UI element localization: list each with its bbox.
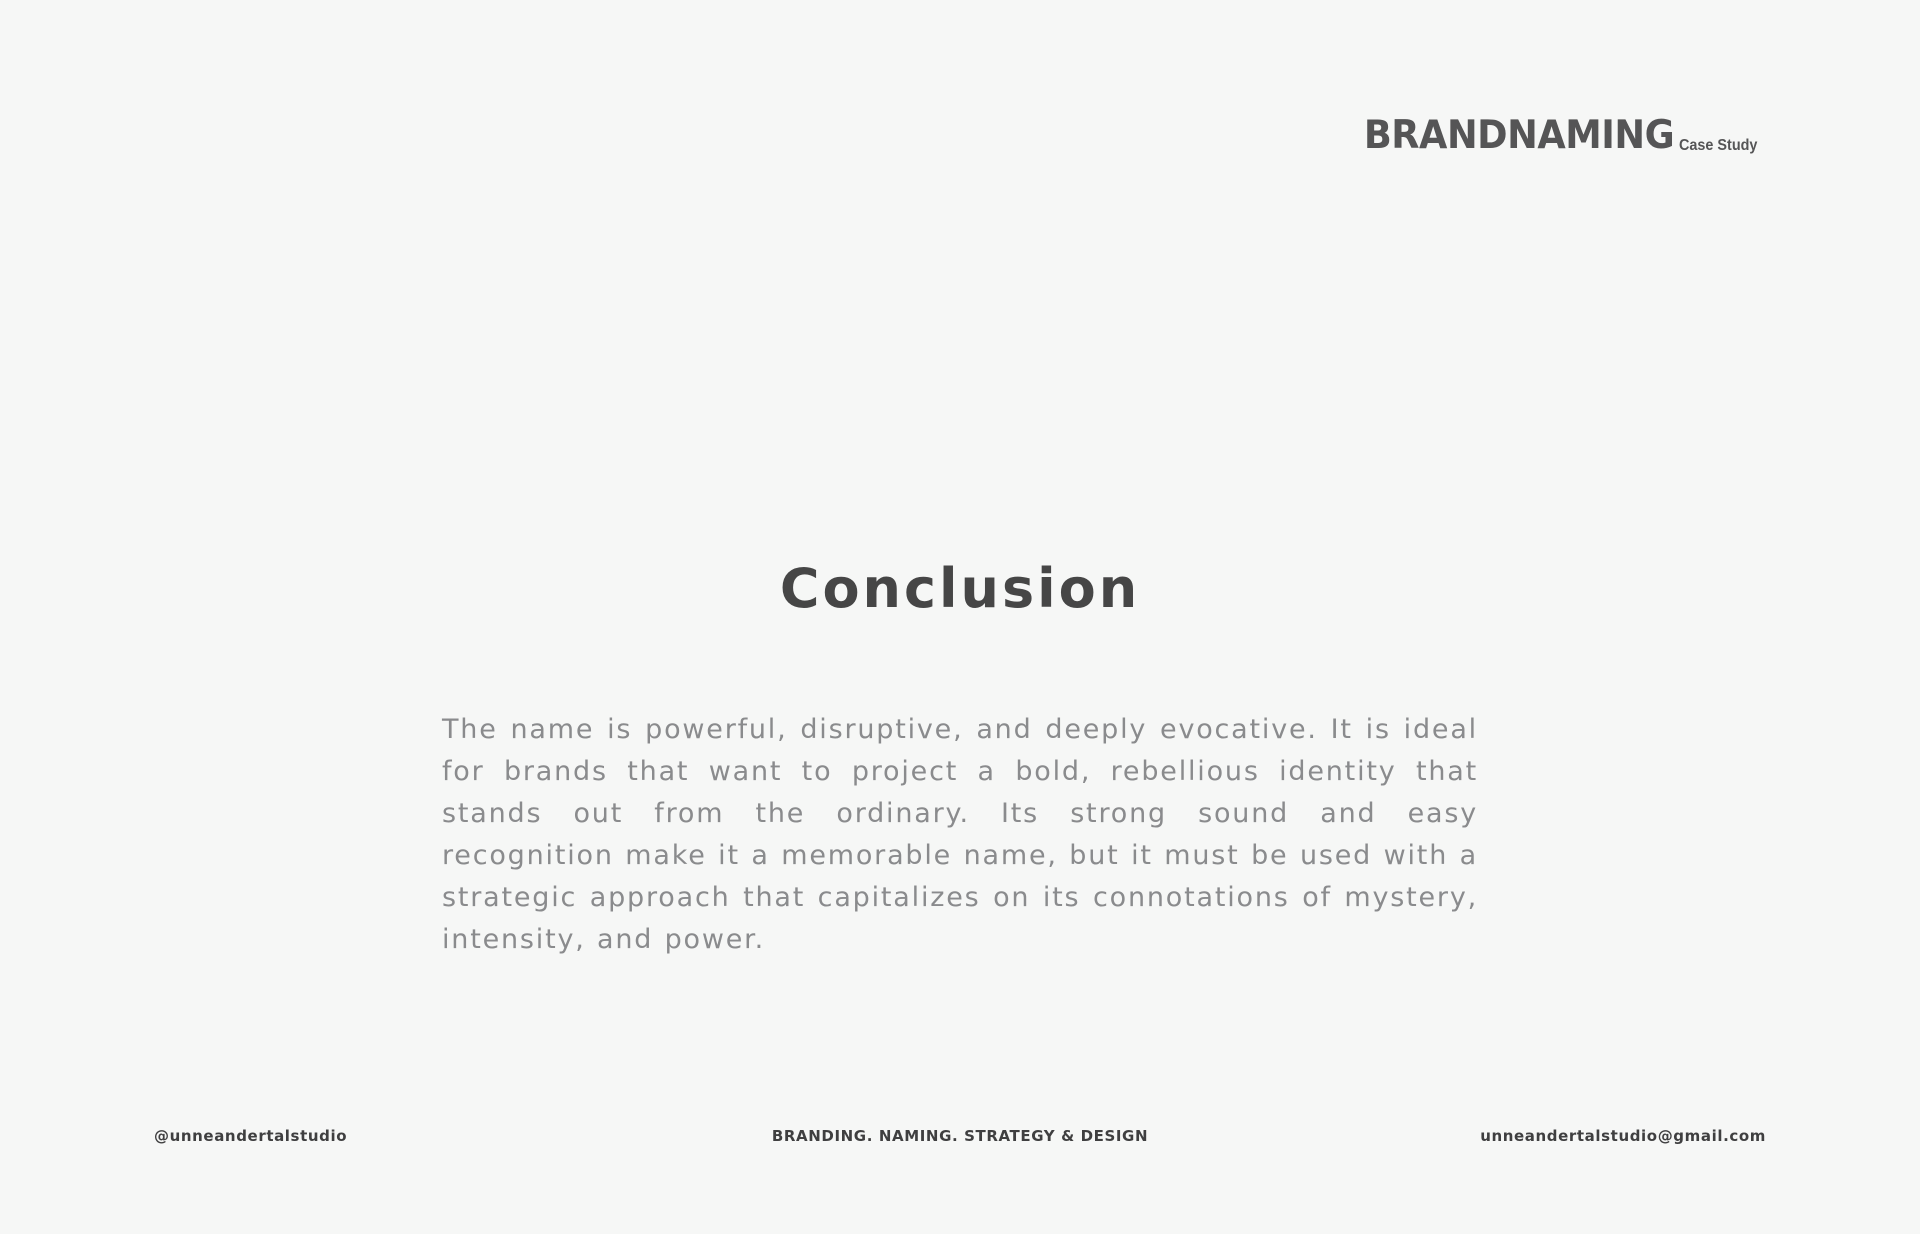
footer-social-handle: @unneandertalstudio [154,1127,348,1145]
footer-tagline: BRANDING. NAMING. STRATEGY & DESIGN [771,1127,1149,1145]
page-title: Conclusion [779,557,1141,620]
conclusion-paragraph: The name is powerful, disruptive, and deeply evocative. It is ideal for brands that want to project a bold, rebellious identity that stands out from the ordinary. Its strong sound and easy recognition make it a memorable name, but it must be used with a strategic approach that capitalizes on its connotations of mystery, intensity, and power. [442,714,1478,955]
brand-logo [1344,113,1766,158]
logo-wordmark: BRANDNAMING [1363,113,1674,158]
footer-email: unneandertalstudio@gmail.com [1480,1127,1766,1145]
logo-subtitle: Case Study [1678,137,1758,154]
